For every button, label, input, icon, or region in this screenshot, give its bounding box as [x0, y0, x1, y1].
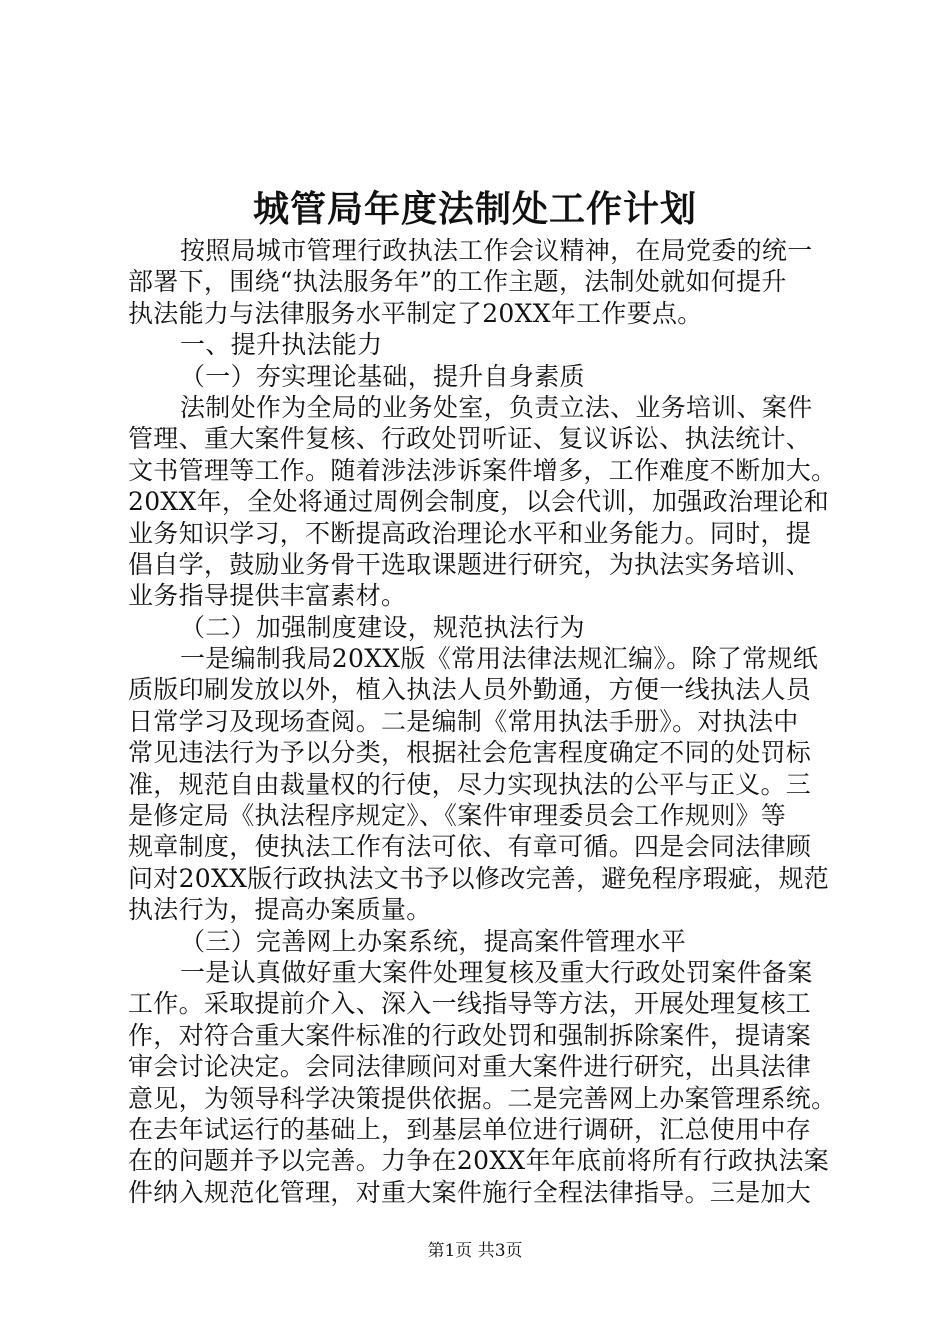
paragraph-line: 常见违法行为予以分类，根据社会危害程度确定不同的处罚标 — [128, 738, 812, 768]
subsection-heading: （二）加强制度建设，规范执法行为 — [180, 612, 585, 642]
paragraph-line: 倡自学，鼓励业务骨干选取课题进行研究，为执法实务培训、 — [128, 549, 812, 579]
paragraph-line: 业务指导提供丰富素材。 — [128, 581, 407, 611]
paragraph-line: 一是认真做好重大案件处理复核及重大行政处罚案件备案 — [180, 957, 813, 987]
section-heading: 一、提升执法能力 — [180, 330, 383, 360]
paragraph-line: 管理、重大案件复核、行政处罚听证、复议诉讼、执法统计、 — [128, 424, 812, 454]
paragraph-line: 规章制度，使执法工作有法可依、有章可循。四是会同法律顾 — [128, 832, 812, 862]
paragraph-line: 作，对符合重大案件标准的行政处罚和强制拆除案件，提请案 — [128, 1020, 812, 1050]
paragraph-line: 文书管理等工作。随着涉法涉诉案件增多，工作难度不断加大。 — [128, 455, 837, 485]
paragraph-line: 件纳入规范化管理，对重大案件施行全程法律指导。三是加大 — [128, 1177, 812, 1207]
paragraph-line: 是修定局《执法程序规定》、《案件审理委员会工作规则》等 — [128, 801, 787, 831]
paragraph-line: 法制处作为全局的业务处室，负责立法、业务培训、案件 — [180, 392, 813, 422]
paragraph-line: 按照局城市管理行政执法工作会议精神，在局党委的统一 — [180, 236, 813, 265]
paragraph-line: 意见，为领导科学决策提供依据。二是完善网上办案管理系统。 — [128, 1083, 837, 1113]
subsection-heading: （一）夯实理论基础，提升自身素质 — [180, 361, 585, 391]
document-title: 城管局年度法制处工作计划 — [252, 188, 697, 230]
subsection-heading: （三）完善网上办案系统，提高案件管理水平 — [180, 926, 687, 956]
paragraph-line: 在去年试运行的基础上，到基层单位进行调研，汇总使用中存 — [128, 1114, 812, 1144]
paragraph-line: 业务知识学习，不断提高政治理论水平和业务能力。同时，提 — [128, 518, 812, 548]
paragraph-line: 日常学习及现场查阅。二是编制《常用执法手册》。对执法中 — [128, 706, 799, 736]
paragraph-line: 一是编制我局20XX版《常用法律法规汇编》。除了常规纸 — [180, 644, 819, 674]
paragraph-line: 准，规范自由裁量权的行使，尽力实现执法的公平与正义。三 — [128, 769, 812, 799]
page-number-footer: 第1页 共3页 — [427, 1241, 523, 1261]
paragraph-line: 工作。采取提前介入、深入一线指导等方法，开展处理复核工 — [128, 989, 812, 1019]
paragraph-line: 部署下，围绕“执法服务年”的工作主题，法制处就如何提升 — [128, 267, 787, 297]
paragraph-line: 审会讨论决定。会同法律顾问对重大案件进行研究，出具法律 — [128, 1052, 812, 1082]
paragraph-line: 执法行为，提高办案质量。 — [128, 895, 432, 925]
paragraph-line: 在的问题并予以完善。力争在20XX年年底前将所有行政执法案 — [128, 1146, 830, 1176]
paragraph-line: 20XX年，全处将通过周例会制度，以会代训，加强政治理论和 — [128, 487, 830, 517]
document-body — [128, 235, 837, 1208]
paragraph-line: 质版印刷发放以外，植入执法人员外勤通，方便一线执法人员 — [128, 675, 812, 705]
paragraph-line: 问对20XX版行政执法文书予以修改完善，避免程序瑕疵，规范 — [128, 863, 830, 893]
paragraph-line: 执法能力与法律服务水平制定了20XX年工作要点。 — [128, 298, 703, 328]
